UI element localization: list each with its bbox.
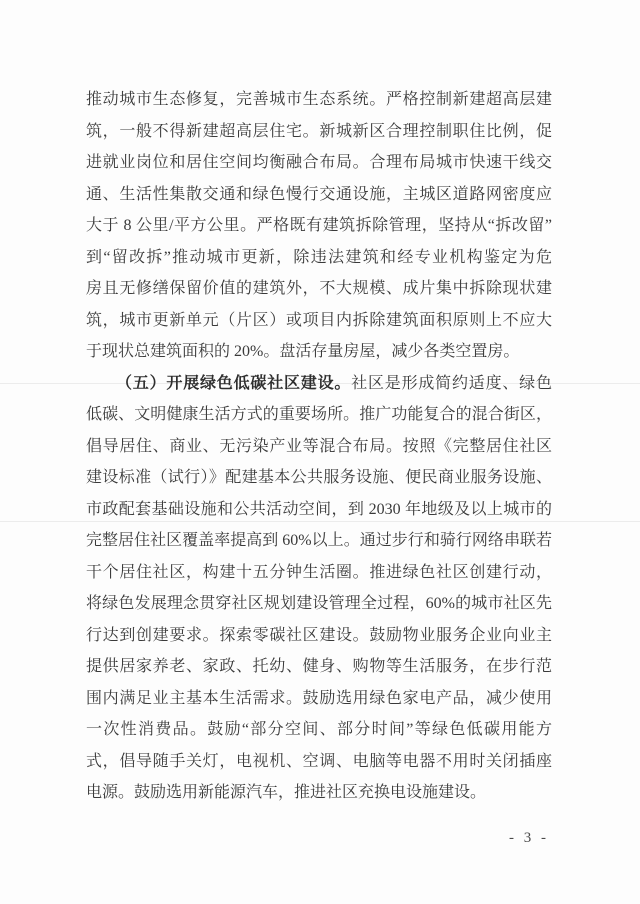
text-line: 倡导居住、商业、无污染产业等混合布局。按照《完整居住社区 [86, 437, 552, 455]
text-line: 提供居家养老、家政、托幼、健身、购物等生活服务，在步行范 [86, 658, 552, 675]
text-line: 完整居住社区覆盖率提高到 60%以上。通过步行和骑行网络串联若 [86, 532, 552, 549]
text-line: 围内满足业主基本生活需求。鼓励选用绿色家电产品，减少使用 [86, 689, 552, 707]
text-line: 推动城市生态修复，完善城市生态系统。严格控制新建超高层建 [86, 91, 552, 108]
text-line: 筑，城市更新单元（片区）或项目内拆除建筑面积原则上不应大 [86, 311, 552, 329]
text-line: 房且无修缮保留价值的建筑外，不大规模、成片集中拆除现状建 [86, 280, 552, 297]
paragraph-green-community [86, 368, 552, 809]
text-run: 社区是形成简约适度、绿色 [351, 374, 552, 392]
document-body [86, 84, 552, 809]
text-line: 于现状总建筑面积的 20%。盘活存量房屋，减少各类空置房。 [86, 343, 520, 360]
text-line: 行达到创建要求。探索零碳社区建设。鼓励物业服务企业向业主 [86, 626, 552, 644]
text-line: 进就业岗位和居住空间均衡融合布局。合理布局城市快速干线交 [86, 154, 552, 171]
text-line: 低碳、文明健康生活方式的重要场所。推广功能复合的混合街区， [86, 406, 552, 423]
text-line: 筑，一般不得新建超高层住宅。新城新区合理控制职住比例，促 [86, 122, 552, 140]
text-line: 大于 8 公里/平方公里。严格既有建筑拆除管理，坚持从“拆改留” [86, 217, 552, 234]
section-heading: （五）开展绿色低碳社区建设。 [116, 374, 352, 392]
text-line: 将绿色发展理念贯穿社区规划建设管理全过程，60%的城市社区先 [86, 595, 552, 612]
text-line: 干个居住社区，构建十五分钟生活圈。推进绿色社区创建行动， [86, 563, 552, 581]
text-line: 电源。鼓励选用新能源汽车，推进社区充换电设施建设。 [86, 784, 487, 801]
text-line: 通、生活性集散交通和绿色慢行交通设施，主城区道路网密度应 [86, 185, 552, 203]
text-line: 式，倡导随手关灯，电视机、空调、电脑等电器不用时关闭插座 [86, 752, 552, 770]
page-number: - 3 - [509, 830, 549, 846]
text-line: 到“留改拆”推动城市更新，除违法建筑和经专业机构鉴定为危 [86, 248, 552, 266]
text-line: 市政配套基础设施和公共活动空间，到 2030 年地级及以上城市的 [86, 500, 552, 518]
text-line [86, 368, 552, 400]
paragraph-urban-renewal [86, 84, 552, 368]
text-line: 建设标准（试行）》配建基本公共服务设施、便民商业服务设施、 [86, 469, 552, 486]
text-line: 一次性消费品。鼓励“部分空间、部分时间”等绿色低碳用能方 [86, 721, 552, 738]
